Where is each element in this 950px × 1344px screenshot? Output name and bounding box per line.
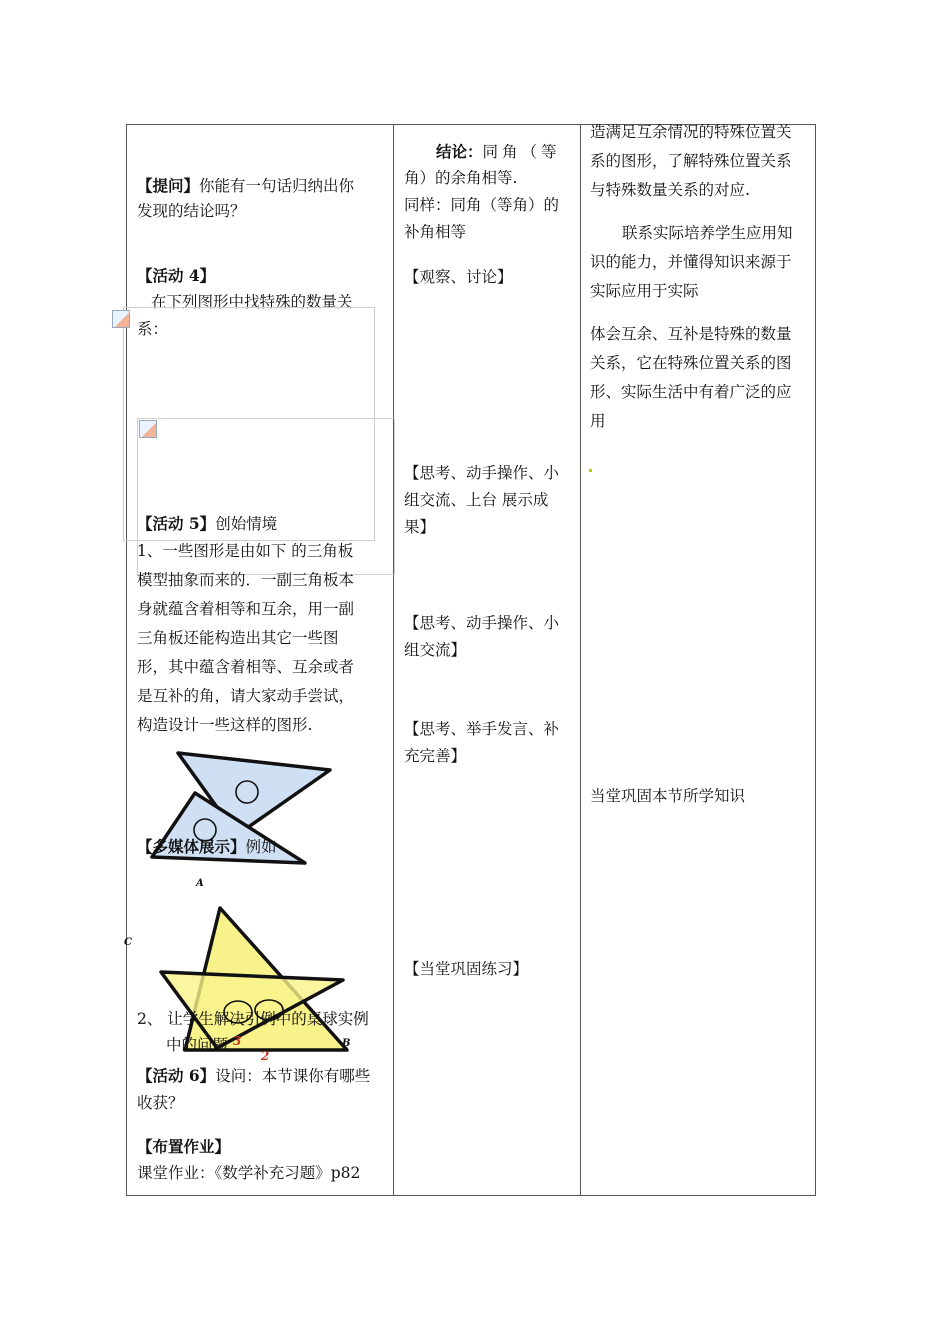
vertex-label-a: A	[196, 878, 204, 889]
activity-4-text: 在下列图形中找特殊的数量关	[151, 293, 353, 311]
ask-line-2: 发现的结论吗？	[137, 202, 246, 220]
think-2-line-2: 组交流】	[404, 641, 467, 659]
column-divider-2	[580, 125, 581, 1195]
broken-image-icon	[139, 420, 157, 438]
ask-tag: 【提问】	[137, 176, 200, 195]
activity-5-title: 创始情境	[215, 515, 278, 533]
media-tag: 【多媒体展示】	[137, 837, 246, 856]
media-text: 例如	[245, 838, 277, 856]
angle-label-2: 2	[261, 1049, 270, 1063]
homework-tag: 【布置作业】	[137, 1137, 231, 1156]
practice-tag: 【当堂巩固练习】	[404, 960, 529, 978]
body-line: 是互补的角，请大家动手尝试，	[137, 687, 355, 705]
purpose-paragraph-2	[590, 219, 812, 306]
body-line: 体会互余、互补是特殊的数量	[590, 325, 792, 343]
body-line: 造满足互余情况的特殊位置关	[590, 123, 792, 141]
body-line: 三角板还能构造出其它一些图	[137, 629, 339, 647]
conclusion-text: 同角（等	[482, 143, 561, 161]
think-1-line-2: 组交流、上台 展示成	[404, 491, 549, 509]
activity-6-line	[137, 1062, 370, 1090]
activity-6-tag: 【活动 6】	[137, 1066, 216, 1085]
body-line: 系的图形，了解特殊位置关系	[590, 152, 792, 170]
body-line: 与特殊数量关系的对应.	[590, 181, 750, 199]
body-line: 构造设计一些这样的图形.	[137, 716, 313, 734]
think-1-line-1: 【思考、动手操作、小	[404, 464, 560, 482]
body-line: 1、一些图形是由如下 的三角板	[137, 542, 354, 560]
activity-6-text-2: 收获？	[137, 1094, 184, 1112]
body-line: 识的能力，并懂得知识来源于	[590, 253, 792, 271]
activity-4-text-2: 系：	[137, 320, 169, 338]
same-line-2: 补角相等	[404, 223, 467, 241]
body-line: 形，其中蕴含着相等、互余或者	[137, 658, 355, 676]
activity-5-body	[137, 537, 391, 740]
purpose-paragraph-3	[590, 320, 812, 436]
activity-4-tag: 【活动 4】	[137, 266, 216, 285]
column-divider-1	[393, 125, 394, 1195]
vertex-label-b: B	[342, 1038, 351, 1049]
think-1-line-3: 果】	[404, 518, 436, 536]
media-line	[137, 833, 277, 861]
conclusion-label: 结论：	[436, 142, 483, 161]
body-line: 联系实际培养学生应用知	[622, 224, 793, 242]
item-2-line-1: 2、 让学生解决引例中的桌球实例	[137, 1010, 369, 1028]
ask-text: 你能有一句话归纳出你	[199, 177, 355, 195]
activity-5-tag: 【活动 5】	[137, 514, 216, 533]
body-line: 实际应用于实际	[590, 282, 699, 300]
homework-text: 课堂作业：《数学补充习题》p82	[137, 1164, 361, 1182]
body-line: 形、实际生活中有着广泛的应	[590, 383, 792, 401]
body-line: 关系，它在特殊位置关系的图	[590, 354, 792, 372]
think-3-line-1: 【思考、举手发言、补	[404, 720, 560, 738]
activity-5-line	[137, 510, 277, 538]
conclusion-line-2: 角）的余角相等.	[404, 169, 518, 187]
ask-line-1	[137, 172, 354, 200]
body-line: 模型抽象而来的．一副三角板本	[137, 571, 355, 589]
activity-6-text: 设问：本节课你有哪些	[215, 1067, 371, 1085]
think-3-line-2: 充完善】	[404, 747, 467, 765]
observe-discuss: 【观察、讨论】	[404, 268, 513, 286]
same-line-1: 同样：同角（等角）的	[404, 196, 560, 214]
stray-dot	[589, 469, 592, 472]
think-2-line-1: 【思考、动手操作、小	[404, 614, 560, 632]
purpose-paragraph-4: 当堂巩固本节所学知识	[590, 787, 746, 805]
purpose-paragraph-1	[590, 118, 812, 205]
body-line: 身就蕴含着相等和互余，用一副	[137, 600, 355, 618]
item-2-line-2: 中的问题	[166, 1036, 229, 1054]
vertex-label-c: C	[124, 937, 132, 948]
broken-image-icon	[112, 310, 130, 328]
body-line: 用	[590, 412, 606, 430]
angle-label-3: 3	[233, 1034, 242, 1048]
conclusion-line-1	[436, 138, 561, 166]
